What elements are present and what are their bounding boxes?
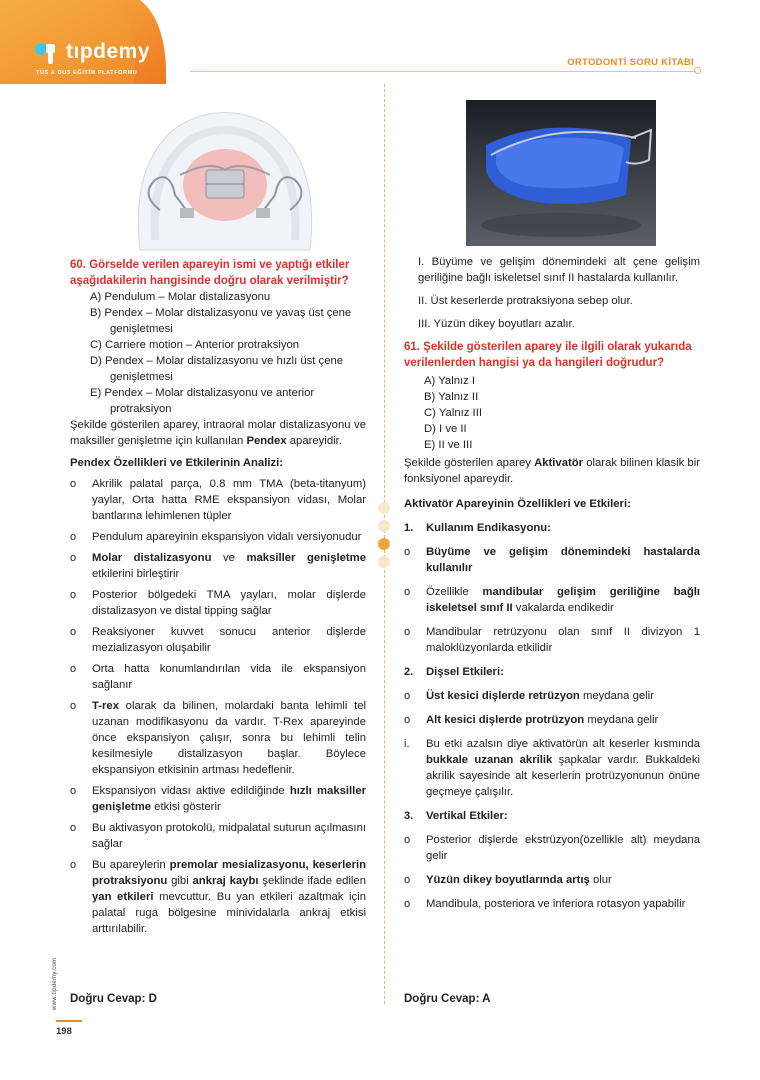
list-item: o Ekspansiyon vidası aktive edildiğinde hızlı maksiller genişletme etkisi gösterir: [70, 785, 367, 813]
list-item: o Mandibular retrüzyonu olan sınıf II divizyon 1 maloklüzyonlarda etkilidir: [404, 626, 700, 654]
header-rule: [190, 71, 696, 72]
statement-1: I. Büyüme ve gelişim dönemindeki alt çene gelişim geriliğine bağlı iskeletsel sınıf II hastalarda kullanılır.: [418, 256, 700, 284]
page-number-rule: [56, 1020, 82, 1022]
list-item: i. Bu etki azalsın diye aktivatörün alt keserler kısmında bukkale uzanan akrilik şapkalar vardır. Bukkaldeki akrilik sayesinde alt keserlerin protrüzyonunun önüne geçmeye çalışılır.: [404, 738, 700, 798]
list-item: o T-rex olarak da bilinen, molardaki banta lehimli tel uzanan modifikasyonu da vardır. T-Rex apareyinde önce ekspansiyon çalışır, sonra bu lehimli telin kesilmesiyle distalizasyon başlar. Böylece ekspansiyon etkisinin artması hedeflenir.: [70, 700, 366, 776]
option-c: C) Carriere motion – Anterior protraksiyon: [90, 339, 300, 351]
option-d: D) Pendex – Molar distalizasyonu ve hızlı üst çene genişletmesi: [90, 355, 344, 383]
list-item: o Bu apareylerin premolar mesializasyonu, keserlerin protraksiyonu gibi ankraj kaybı şeklinde ifade edilen yan etkileri mevcuttur. Bu yan etkileri azaltmak için palatal ruga bölgesine minividalarla ankraj etkisi arttırılabilir.: [70, 859, 367, 935]
progress-dot: [378, 520, 390, 532]
section-heading: 3. Vertikal Etkiler:: [404, 810, 508, 822]
question-61-options: [404, 373, 700, 453]
features-title: Aktivatör Apareyinin Özellikleri ve Etkileri:: [404, 498, 631, 510]
list-item: o Posterior bölgedeki TMA yayları, molar dişlerde distalizasyon ve distal tipping sağlar: [70, 589, 366, 617]
pendex-appliance-image: [120, 100, 330, 260]
question-60-options: [70, 289, 366, 417]
list-item: o Mandibula, posteriora ve inferiora rotasyon yapabilir: [404, 898, 686, 910]
progress-dot-active: [378, 538, 390, 550]
list-item: o Pendulum apareyinin ekspansiyon vidalı versiyonudur: [70, 531, 362, 543]
statement-2: II. Üst keserlerde protraksiyona sebep olur.: [418, 295, 633, 307]
book-title: ORTODONTİ SORU KİTABI: [567, 57, 694, 68]
section-heading: 1. Kullanım Endikasyonu:: [404, 522, 551, 534]
page-number: 198: [56, 1026, 72, 1037]
statement-3: III. Yüzün dikey boyutları azalır.: [418, 318, 575, 330]
list-item: o Akrilik palatal parça, 0.8 mm TMA (beta-titanyum) yaylar, Orta hatta RME ekspansiyon vidası, Molar bantlarına lehimlenen tüpler: [70, 478, 366, 522]
explanation-intro: Şekilde gösterilen aparey Aktivatör olarak bilinen klasik bir fonksiyonel apareydir.: [404, 457, 700, 485]
list-item: o Özellikle mandibular gelişim geriliğine bağlı iskeletsel sınıf II vakalarda endikedir: [404, 586, 700, 614]
logo-text: tıpdemy: [66, 40, 151, 63]
option-a: A) Yalnız I: [424, 375, 476, 387]
list-item: o Bu aktivasyon protokolü, midpalatal suturun açılmasını sağlar: [70, 822, 366, 850]
list-item: o Posterior dişlerde ekstrüzyon(özellikle alt) meydana gelir: [404, 834, 700, 862]
option-c: C) Yalnız III: [424, 407, 482, 419]
list-item: o Reaksiyoner kuvvet sonucu anterior dişlerde mezializasyon oluşabilir: [70, 626, 366, 654]
list-item: o Büyüme ve gelişim dönemindeki hastalarda kullanılır: [404, 546, 700, 574]
option-d: D) I ve II: [424, 423, 467, 435]
progress-dot: [378, 502, 390, 514]
list-item: o Molar distalizasyonu ve maksiller genişletme etkilerini birleştirir: [70, 552, 366, 580]
list-item: o Orta hatta konumlandırılan vida ile ekspansiyon sağlanır: [70, 663, 366, 691]
answer-60: Doğru Cevap: D: [70, 993, 157, 1005]
option-a: A) Pendulum – Molar distalizasyonu: [90, 291, 271, 303]
option-b: B) Yalnız II: [424, 391, 479, 403]
option-e: E) Pendex – Molar distalizasyonu ve anterior protraksiyon: [90, 387, 315, 415]
progress-dot: [378, 556, 390, 568]
side-url: www.tipdemy.com: [52, 957, 58, 1010]
list-item: o Yüzün dikey boyutlarında artış olur: [404, 874, 612, 886]
question-61-column: [404, 254, 700, 912]
section-heading: 2. Dişsel Etkileri:: [404, 666, 504, 678]
logo-icon: [34, 40, 64, 66]
question-61-text: 61. Şekilde gösterilen aparey ile ilgili olarak yukarıda verilenlerden hangisi ya da hangileri doğrudur?: [404, 341, 692, 369]
answer-61: Doğru Cevap: A: [404, 993, 491, 1005]
activator-appliance-image: [466, 100, 656, 246]
list-item: o Alt kesici dişlerde protrüzyon meydana gelir: [404, 714, 659, 726]
list-item: o Üst kesici dişlerde retrüzyon meydana gelir: [404, 690, 654, 702]
question-60-text: 60. Görselde verilen apareyin ismi ve yaptığı etkiler aşağıdakilerin hangisinde doğru olarak verilmiştir?: [70, 259, 350, 287]
logo-subtitle: TUS & DUS EĞİTİM PLATFORMU: [36, 70, 138, 76]
option-b: B) Pendex – Molar distalizasyonu ve yavaş üst çene genişletmesi: [90, 307, 352, 335]
question-60-column: [70, 257, 366, 937]
explanation-intro: Şekilde gösterilen aparey, intraoral molar distalizasyonu ve maksiller genişletme için kullanılan Pendex apareyidir.: [70, 419, 366, 447]
analysis-title: Pendex Özellikleri ve Etkilerinin Analizi:: [70, 457, 284, 469]
option-e: E) II ve III: [424, 439, 473, 451]
progress-dots: [378, 502, 390, 574]
header-dot: [694, 67, 701, 74]
